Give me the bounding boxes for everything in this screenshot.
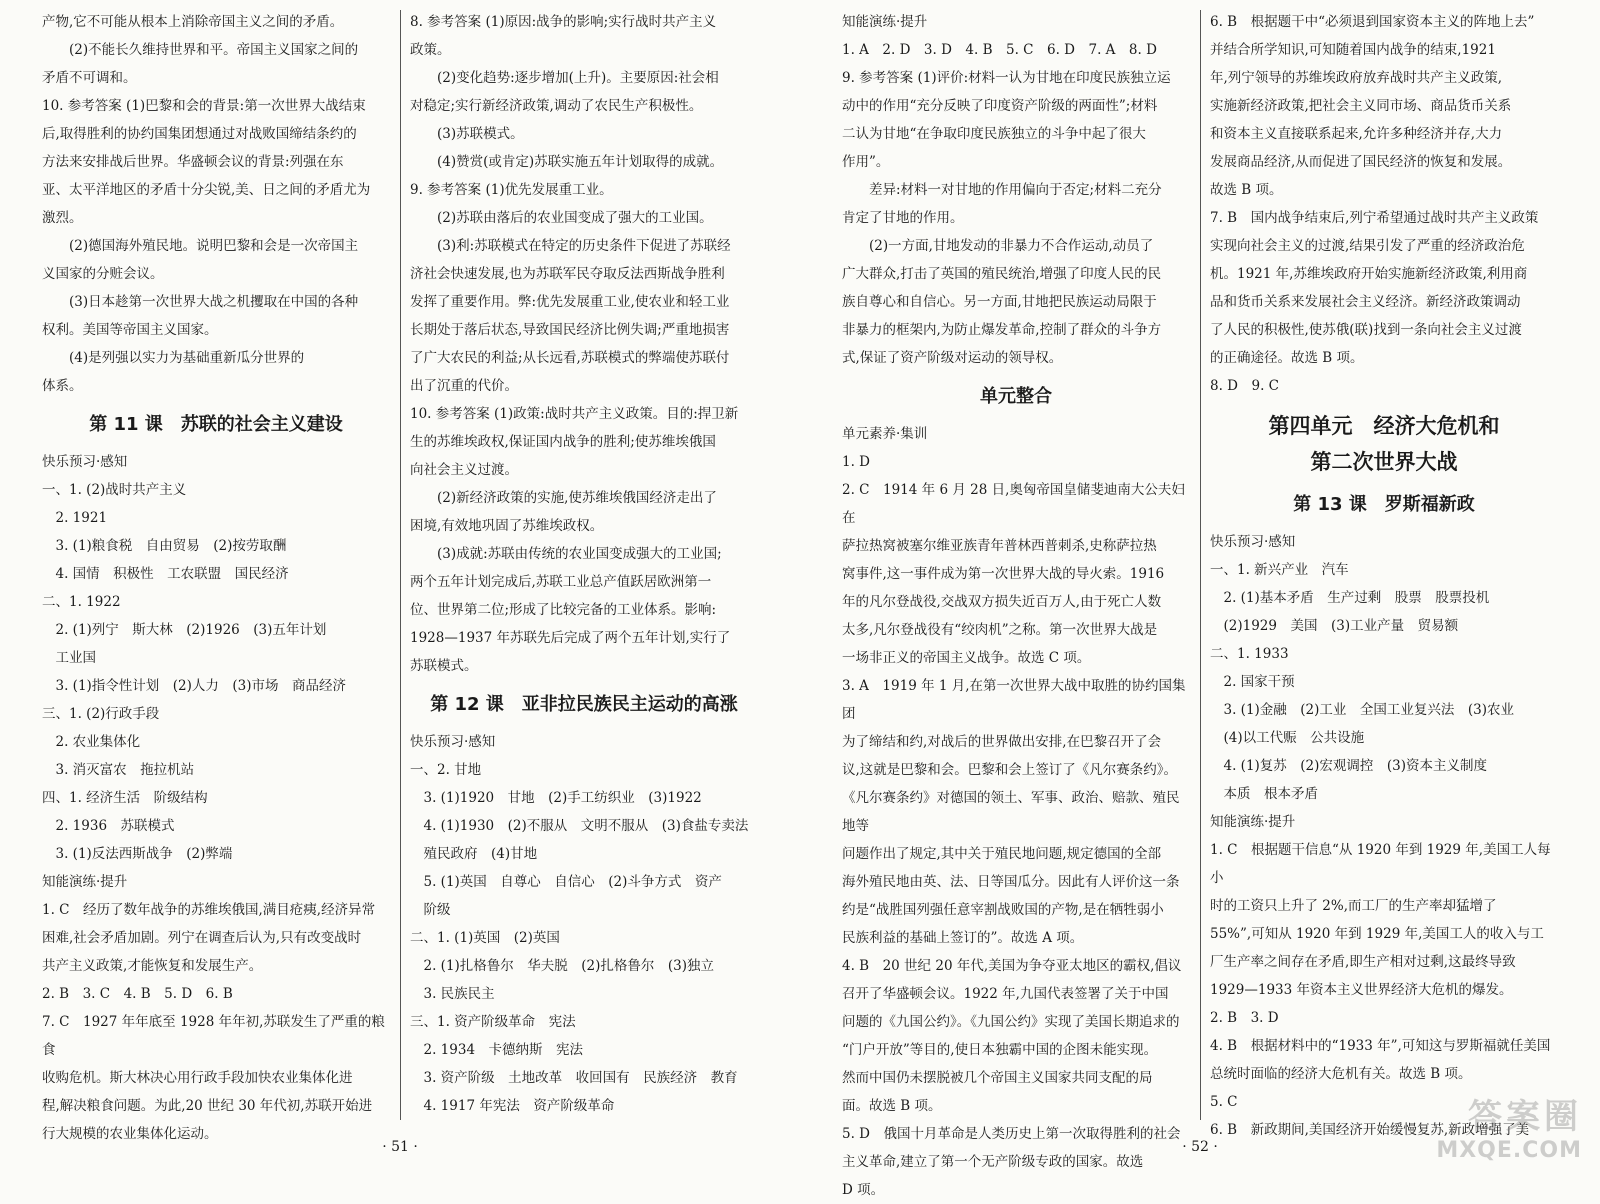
text-line: 7. B 国内战争结束后,列宁希望通过战时共产主义政策 [1210,210,1539,226]
text-line: 单元素养·集训 [842,426,928,442]
text-line: 苏联模式。 [410,658,478,674]
text-line: 5. C [1210,1094,1238,1110]
left-page [0,0,800,1169]
text-line: 政策。 [410,42,451,58]
text-line: 1. A 2. D 3. D 4. B 5. C 6. D 7. A 8. D [842,42,1157,58]
text-line: 4. B 20 世纪 20 年代,美国为争夺亚太地区的霸权,倡议 [842,958,1182,974]
text-line: 动中的作用“充分反映了印度资产阶级的两面性”;材料 [842,98,1158,114]
text-line: 4. (1)1930 (2)不服从 文明不服从 (3)食盐专卖法 [410,818,749,834]
text-line: 总统时面临的经济大危机有关。故选 B 项。 [1210,1066,1472,1082]
text-line: 式,保证了资产阶级对运动的领导权。 [842,350,1063,366]
unit-heading [1210,408,1558,480]
text-line: 二、1. (1)英国 (2)英国 [410,930,560,946]
section-heading: 单元整合 [980,386,1052,407]
column-divider [400,10,401,1120]
text-line: 对稳定;实行新经济政策,调动了农民生产积极性。 [410,98,703,114]
text-line: 2. 农业集体化 [42,734,141,750]
text-line: 并结合所学知识,可知随着国内战争的结束,1921 [1210,42,1496,58]
text-line: 了人民的积极性,使苏俄(联)找到一条向社会主义过渡 [1210,322,1522,338]
watermark-url: MXQE.COM [1436,1138,1582,1163]
text-line: 一、1. 新兴产业 汽车 [1210,562,1349,578]
text-line: 3. 民族民主 [410,986,495,1002]
text-line: 4. 1917 年宪法 资产阶级革命 [410,1098,615,1114]
right-page-column-2 [1210,8,1558,1138]
text-line: (3)苏联模式。 [410,126,524,142]
text-line: 激烈。 [42,210,83,226]
text-line: 发展商品经济,从而促进了国民经济的恢复和发展。 [1210,154,1512,170]
text-line: 9. 参考答案 (1)评价:材料一认为甘地在印度民族独立运 [842,70,1171,86]
text-line: 产物,它不可能从根本上消除帝国主义之间的矛盾。 [42,14,344,30]
text-line: 知能演练·提升 [842,14,928,30]
text-line: 5. D 俄国十月革命是人类历史上第一次取得胜利的社会 [842,1126,1181,1142]
text-line: 3. (1)指令性计划 (2)人力 (3)市场 商品经济 [42,678,347,694]
text-line: 故选 B 项。 [1210,182,1283,198]
text-line: 问题作出了规定,其中关于殖民地问题,规定德国的全部 [842,846,1162,862]
text-line: (2)一方面,甘地发动的非暴力不合作运动,动员了 [842,238,1154,254]
answer-block [1210,528,1558,1144]
text-line: 4. (1)复苏 (2)宏观调控 (3)资本主义制度 [1210,758,1488,774]
page-number: · 51 · [382,1139,418,1155]
text-line: 品和货币关系来发展社会主义经济。新经济政策调动 [1210,294,1521,310]
text-line: 四、1. 经济生活 阶级结构 [42,790,208,806]
text-line: (4)赞赏(或肯定)苏联实施五年计划取得的成就。 [410,154,724,170]
text-line: (2)不能长久维持世界和平。帝国主义国家之间的 [42,42,359,58]
text-line: 1. C 根据题干信息“从 1920 年到 1929 年,美国工人每小 [1210,842,1551,886]
text-line: 三、1. 资产阶级革命 宪法 [410,1014,576,1030]
text-line: 约是“战胜国列强任意宰割战败国的产物,是在牺牲弱小 [842,902,1164,918]
text-line: 议,这就是巴黎和会。巴黎和会上签订了《凡尔赛条约》。 [842,762,1178,778]
text-line: 1. C 经历了数年战争的苏维埃俄国,满目疮痍,经济异常 [42,902,376,918]
text-line: (3)成就:苏联由传统的农业国变成强大的工业国; [410,546,722,562]
text-line: 2. 1921 [42,510,108,526]
text-line: 了广大农民的利益;从长远看,苏联模式的弊端使苏联付 [410,350,730,366]
text-line: 3. (1)1920 甘地 (2)手工纺织业 (3)1922 [410,790,702,806]
text-line: 亚、太平洋地区的矛盾十分尖锐,美、日之间的矛盾尤为 [42,182,371,198]
right-page-column-1 [842,8,1190,1198]
text-line: 后,取得胜利的协约国集团想通过对战败国缔结条约的 [42,126,357,142]
left-page-column-1 [42,8,390,1142]
unit-heading-line-2: 第二次世界大战 [1310,450,1458,474]
answer-block [842,420,1190,1204]
text-line: 太多,凡尔登战役有“绞肉机”之称。第一次世界大战是 [842,622,1158,638]
text-line: 和资本主义直接联系起来,允许多种经济并存,大力 [1210,126,1503,142]
lesson-heading: 第 12 课 亚非拉民族民主运动的高涨 [430,694,738,715]
text-line: 二认为甘地“在争取印度民族独立的斗争中起了很大 [842,126,1146,142]
text-line: 8. 参考答案 (1)原因:战争的影响;实行战时共产主义 [410,14,717,30]
text-line: 3. (1)粮食税 自由贸易 (2)按劳取酬 [42,538,287,554]
text-line: D 项。 [842,1182,885,1198]
text-line: 济社会快速发展,也为苏联军民夺取反法西斯战争胜利 [410,266,725,282]
text-line: 一、2. 甘地 [410,762,482,778]
text-line: 2. (1)列宁 斯大林 (2)1926 (3)五年计划 [42,622,327,638]
text-line: 族自尊心和自信心。另一方面,甘地把民族运动局限于 [842,294,1157,310]
left-page-column-2 [410,8,758,1123]
page-number: · 52 · [1182,1139,1218,1155]
text-line: 权利。美国等帝国主义国家。 [42,322,218,338]
right-page [800,0,1600,1198]
text-line: 10. 参考答案 (1)政策:战时共产主义政策。目的:捍卫新 [410,406,739,422]
text-line: 面。故选 B 项。 [842,1098,942,1114]
text-line: 2. B 3. C 4. B 5. D 6. B [42,986,233,1002]
text-line: 殖民政府 (4)甘地 [410,846,538,862]
text-line: 4. 国情 积极性 工农联盟 国民经济 [42,566,289,582]
text-line: 9. 参考答案 (1)优先发展重工业。 [410,182,613,198]
text-line: 一场非正义的帝国主义战争。故选 C 项。 [842,650,1091,666]
text-line: 三、1. (2)行政手段 [42,706,160,722]
text-line: 年,列宁领导的苏维埃政府放弃战时共产主义政策, [1210,70,1503,86]
unit-heading-line-1: 第四单元 经济大危机和 [1268,414,1500,438]
text-line: “门户开放”等目的,使日本独霸中国的企图未能实现。 [842,1042,1158,1058]
text-line: 6. B 根据题干中“必须退到国家资本主义的阵地上去” [1210,14,1535,30]
text-line: 实现向社会主义的过渡,结果引发了严重的经济政治危 [1210,238,1525,254]
text-line: 2. (1)基本矛盾 生产过剩 股票 股票投机 [1210,590,1490,606]
answer-block [410,8,758,680]
answer-block [410,728,758,1120]
text-line: 2. 国家干预 [1210,674,1295,690]
text-line: 行大规模的农业集体化运动。 [42,1126,218,1142]
text-line: 生的苏维埃政权,保证国内战争的胜利;使苏维埃俄国 [410,434,716,450]
text-line: 2. 1934 卡德纳斯 宪法 [410,1042,584,1058]
text-line: 发挥了重要作用。弊:优先发展重工业,使农业和轻工业 [410,294,730,310]
text-line: 2. 1936 苏联模式 [42,818,175,834]
text-line: 《凡尔赛条约》对德国的领土、军事、政治、赔款、殖民地等 [842,790,1180,834]
text-line: (4)是列强以实力为基础重新瓜分世界的 [42,350,305,366]
text-line: 非暴力的框架内,为防止爆发革命,控制了群众的斗争方 [842,322,1162,338]
text-line: 5. (1)英国 自尊心 自信心 (2)斗争方式 资产 [410,874,722,890]
text-line: 实施新经济政策,把社会主义同市场、商品货币关系 [1210,98,1512,114]
text-line: 厂生产率之间存在矛盾,即生产相对过剩,这最终导致 [1210,954,1516,970]
text-line: 阶级 [410,902,451,918]
text-line: (4)以工代赈 公共设施 [1210,730,1365,746]
text-line: 作用”。 [842,154,890,170]
text-line: 的正确途径。故选 B 项。 [1210,350,1364,366]
text-line: 矛盾不可调和。 [42,70,137,86]
text-line: 方法来安排战后世界。华盛顿会议的背景:列强在东 [42,154,344,170]
text-line: (2)德国海外殖民地。说明巴黎和会是一次帝国主 [42,238,359,254]
text-line: 1929—1933 年资本主义世界经济大危机的爆发。 [1210,982,1513,998]
text-line: 民族利益的基础上签订的”。故选 A 项。 [842,930,1084,946]
text-line: 海外殖民地由英、法、日等国瓜分。因此有人评价这一条 [842,874,1180,890]
answer-block [42,8,390,400]
text-line: 年的凡尔登战役,交战双方损失近百万人,由于死亡人数 [842,594,1162,610]
text-line: 困难,社会矛盾加剧。列宁在调查后认为,只有改变战时 [42,930,362,946]
text-line: 7. C 1927 年年底至 1928 年年初,苏联发生了严重的粮食 [42,1014,385,1058]
text-line: 萨拉热窝被塞尔维亚族青年普林西普刺杀,史称萨拉热 [842,538,1157,554]
text-line: 出了沉重的代价。 [410,378,518,394]
text-line: 1928—1937 年苏联先后完成了两个五年计划,实行了 [410,630,731,646]
text-line: 知能演练·提升 [42,874,128,890]
text-line: 体系。 [42,378,83,394]
text-line: (2)1929 美国 (3)工业产量 贸易额 [1210,618,1459,634]
text-line: 一、1. (2)战时共产主义 [42,482,187,498]
text-line: 55%”,可知从 1920 年到 1929 年,美国工人的收入与工 [1210,926,1544,942]
text-line: 快乐预习·感知 [1210,534,1296,550]
text-line: 2. B 3. D [1210,1010,1279,1026]
text-line: (2)苏联由落后的农业国变成了强大的工业国。 [410,210,713,226]
text-line: 召开了华盛顿会议。1922 年,九国代表签署了关于中国 [842,986,1169,1002]
answer-block [42,448,390,1148]
lesson-heading: 第 11 课 苏联的社会主义建设 [89,414,343,435]
text-line: 3. (1)金融 (2)工业 全国工业复兴法 (3)农业 [1210,702,1515,718]
text-line: 3. 资产阶级 土地改革 收回国有 民族经济 教育 [410,1070,738,1086]
text-line: 本质 根本矛盾 [1210,786,1318,802]
text-line: (2)新经济政策的实施,使苏维埃俄国经济走出了 [410,490,717,506]
column-divider [1200,10,1201,1120]
text-line: 程,解决粮食问题。为此,20 世纪 30 年代初,苏联开始进 [42,1098,373,1114]
text-line: 然而中国仍未摆脱被几个帝国主义国家共同支配的局 [842,1070,1153,1086]
text-line: 为了缔结和约,对战后的世界做出安排,在巴黎召开了会 [842,734,1162,750]
text-line: 8. D 9. C [1210,378,1279,394]
text-line: 收购危机。斯大林决心用行政手段加快农业集体化进 [42,1070,353,1086]
text-line: 4. B 根据材料中的“1933 年”,可知这与罗斯福就任美国 [1210,1038,1551,1054]
text-line: 3. 消灭富农 拖拉机站 [42,762,195,778]
text-line: 3. A 1919 年 1 月,在第一次世界大战中取胜的协约国集团 [842,678,1186,722]
text-line: 3. (1)反法西斯战争 (2)弊端 [42,846,233,862]
text-line: 两个五年计划完成后,苏联工业总产值跃居欧洲第一 [410,574,712,590]
text-line: 2. C 1914 年 6 月 28 日,奥匈帝国皇储斐迪南大公夫妇在 [842,482,1185,526]
text-line: 窝事件,这一事件成为第一次世界大战的导火索。1916 [842,566,1165,582]
text-line: (2)变化趋势:逐步增加(上升)。主要原因:社会相 [410,70,719,86]
text-line: 1. D [842,454,870,470]
text-line: 主义革命,建立了第一个无产阶级专政的国家。故选 [842,1154,1144,1170]
text-line: 2. (1)扎格鲁尔 华夫脱 (2)扎格鲁尔 (3)独立 [410,958,715,974]
text-line: 10. 参考答案 (1)巴黎和会的背景:第一次世界大战结束 [42,98,366,114]
lesson-heading: 第 13 课 罗斯福新政 [1293,494,1475,515]
text-line: 6. B 新政期间,美国经济开始缓慢复苏,新政增强了美 [1210,1122,1530,1138]
text-line: 二、1. 1933 [1210,646,1289,662]
text-line: 长期处于落后状态,导致国民经济比例失调;严重地损害 [410,322,730,338]
text-line: (3)利:苏联模式在特定的历史条件下促进了苏联经 [410,238,731,254]
text-line: 快乐预习·感知 [42,454,128,470]
watermark-logo [1436,1089,1582,1163]
text-line: 位、世界第二位;形成了比较完备的工业体系。影响: [410,602,717,618]
text-line: 时的工资只上升了 2%,而工厂的生产率却猛增了 [1210,898,1497,914]
text-line: 问题的《九国公约》。《九国公约》实现了美国长期追求的 [842,1014,1180,1030]
text-line: 肯定了甘地的作用。 [842,210,964,226]
text-line: 义国家的分赃会议。 [42,266,164,282]
text-line: 机。1921 年,苏维埃政府开始实施新经济政策,利用商 [1210,266,1528,282]
text-line: 快乐预习·感知 [410,734,496,750]
text-line: 二、1. 1922 [42,594,121,610]
text-line: 知能演练·提升 [1210,814,1296,830]
text-line: 困境,有效地巩固了苏维埃政权。 [410,518,604,534]
text-line: 差异:材料一对甘地的作用偏向于否定;材料二充分 [842,182,1162,198]
text-line: 共产主义政策,才能恢复和发展生产。 [42,958,263,974]
text-line: 工业国 [42,650,96,666]
watermark-text: 答案圈 [1468,1097,1582,1137]
text-line: 广大群众,打击了英国的殖民统治,增强了印度人民的民 [842,266,1162,282]
answer-block [1210,8,1558,400]
text-line: 向社会主义过渡。 [410,462,518,478]
answer-block [842,8,1190,372]
text-line: (3)日本趁第一次世界大战之机攫取在中国的各种 [42,294,359,310]
